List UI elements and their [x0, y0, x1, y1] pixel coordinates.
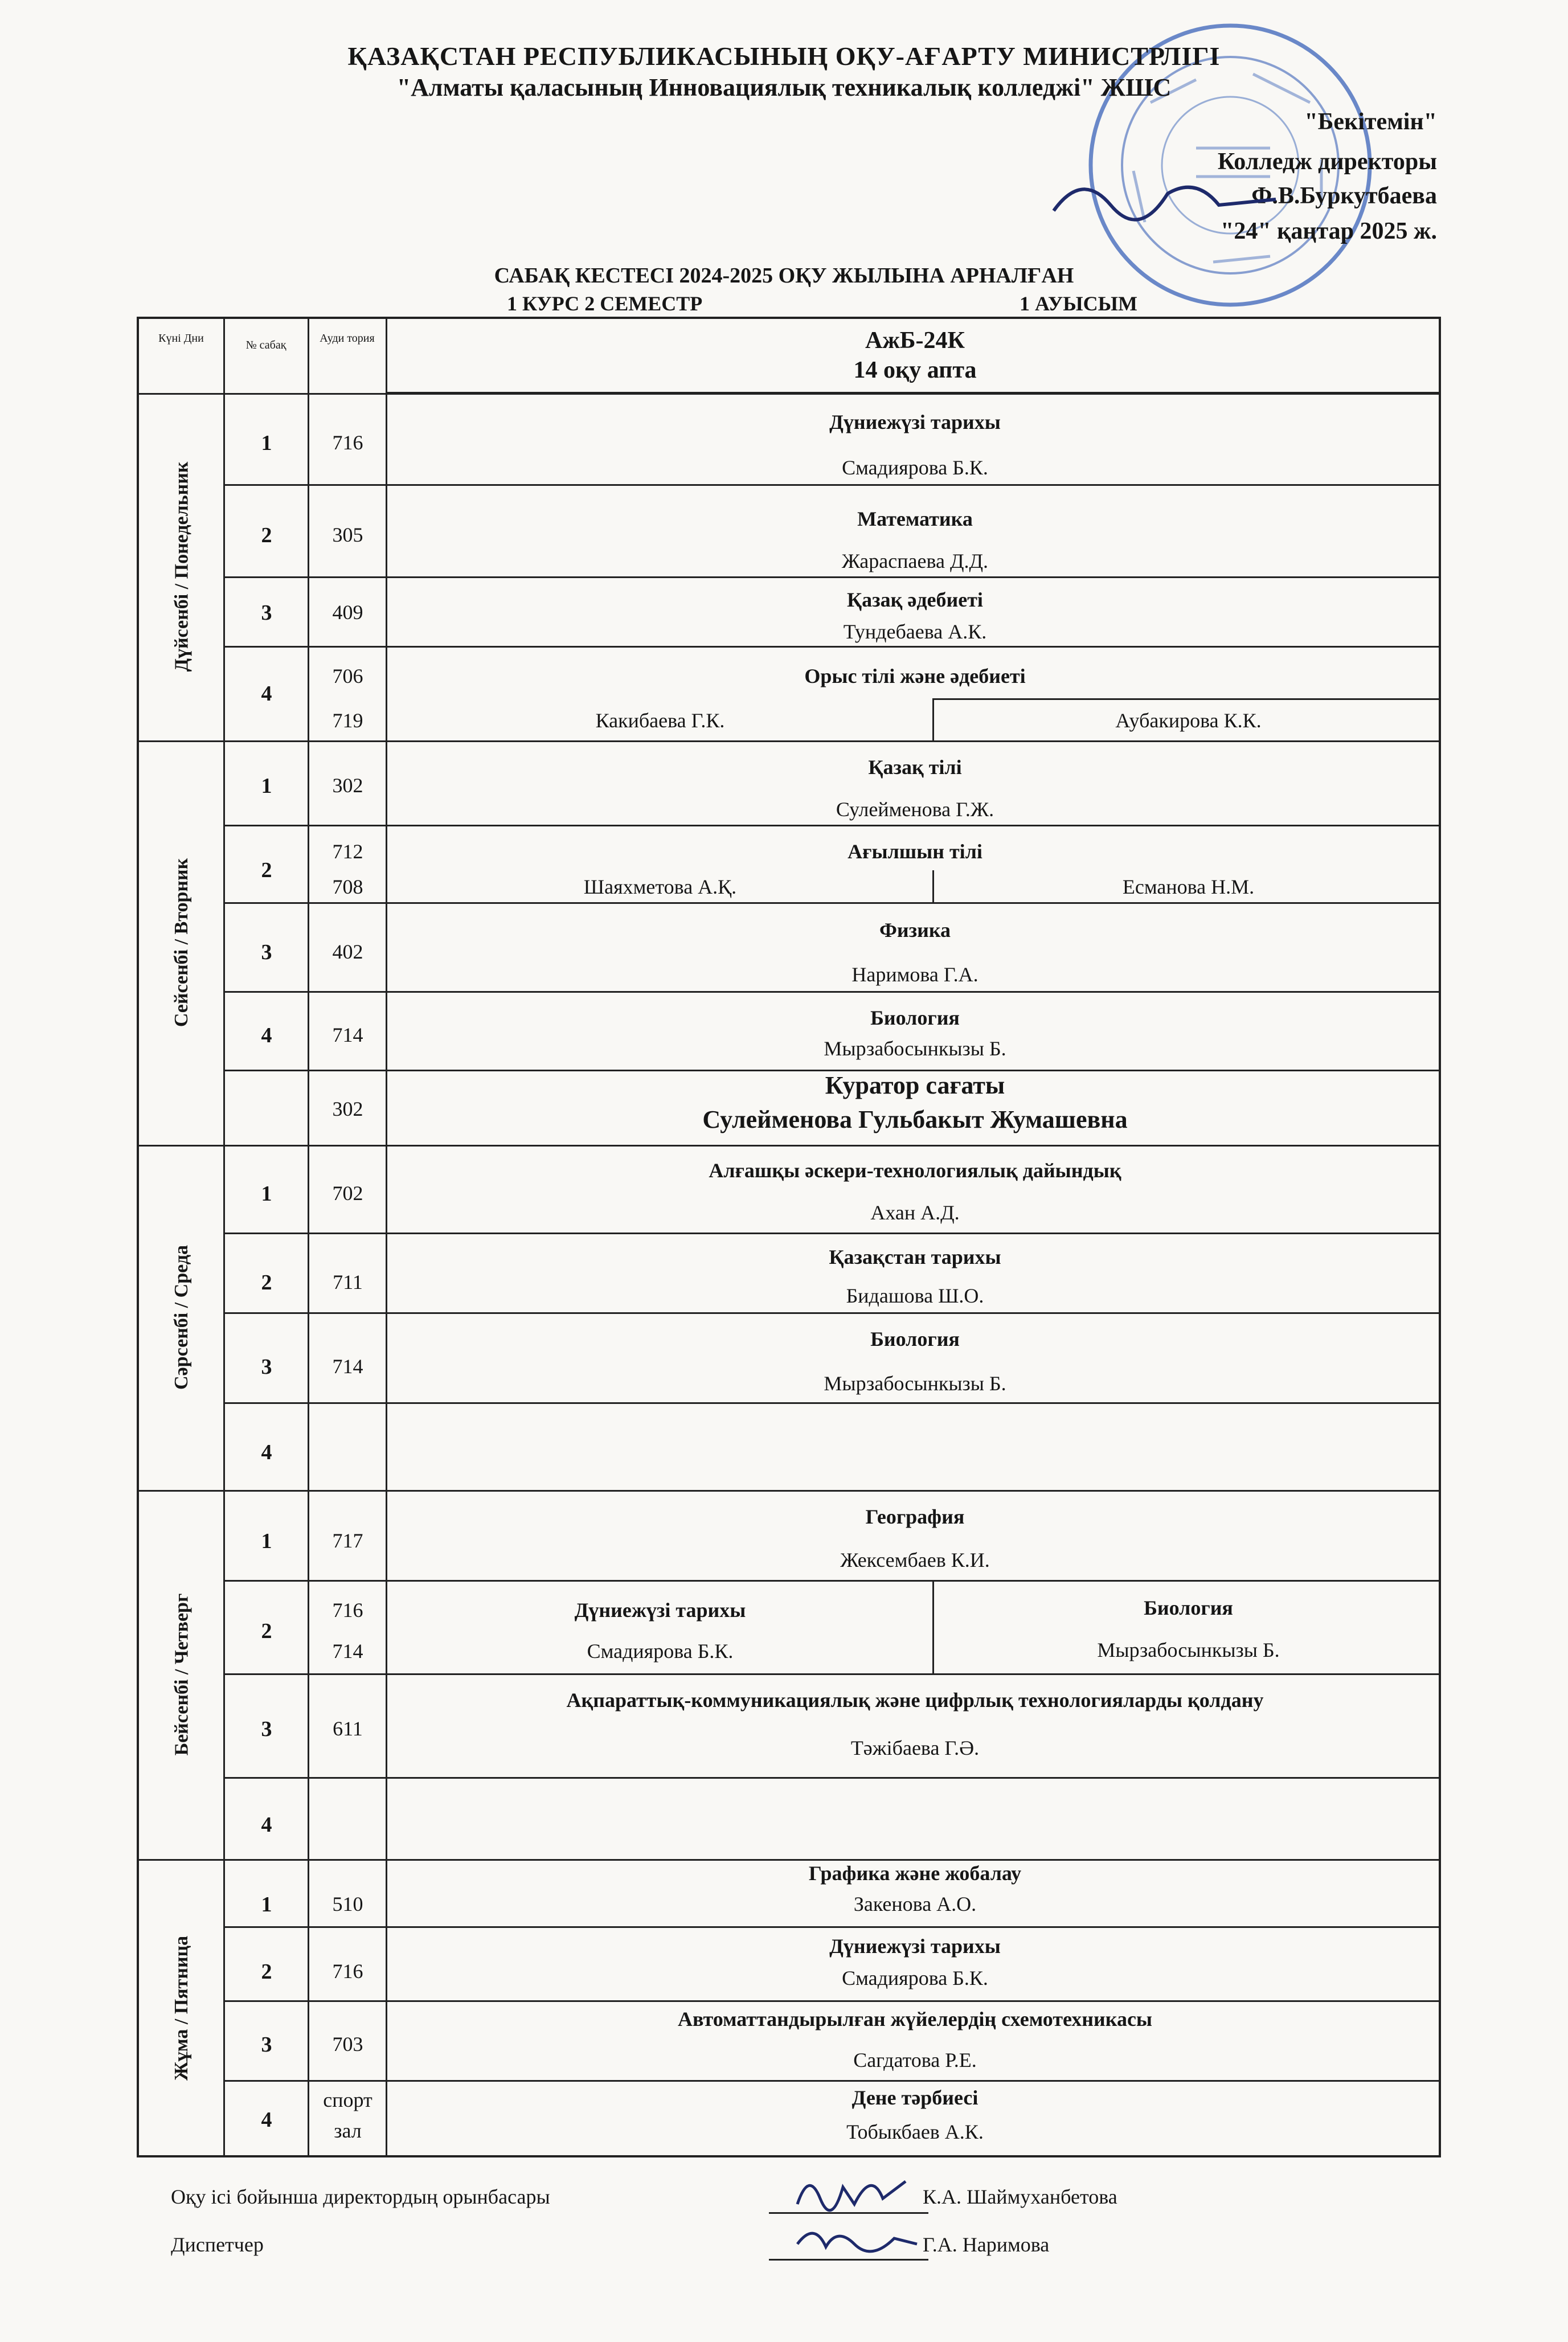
ministry-title: ҚАЗАҚСТАН РЕСПУБЛИКАСЫНЫҢ ОҚУ-АҒАРТУ МИНИСТРЛІГІ	[347, 42, 1221, 71]
day-monday: Дүйсенбі / Понедельник	[171, 461, 193, 672]
director-signature	[1048, 165, 1287, 228]
subject: Дүниежүзі тарихы	[829, 1935, 1001, 1958]
room-number: 302	[332, 1098, 363, 1120]
subject: Орыс тілі және әдебиеті	[804, 665, 1026, 687]
lesson-number: 2	[261, 1271, 272, 1295]
teacher: Жексембаев К.И.	[840, 1549, 990, 1571]
subject: Биология	[870, 1006, 960, 1029]
lesson-number: 1	[261, 1893, 272, 1917]
schedule-title: САБАҚ КЕСТЕСІ 2024-2025 ОҚУ ЖЫЛЫНА АРНАЛҒАН	[494, 264, 1074, 288]
day-thursday: Бейсенбі / Четверг	[171, 1593, 193, 1756]
teacher: Ахан А.Д.	[870, 1201, 960, 1224]
teacher: Бидашова Ш.О.	[846, 1284, 984, 1307]
room-number: 712	[332, 840, 363, 863]
teacher: Сулейменова Г.Ж.	[836, 798, 994, 821]
room-number: 402	[332, 940, 363, 963]
room-number: 714	[332, 1355, 363, 1378]
shift-label: 1 АУЫСЫМ	[1020, 292, 1137, 315]
approve-word: "Бекітемін"	[1304, 109, 1437, 135]
lesson-number: 3	[261, 1717, 272, 1741]
teacher: Наримова Г.А.	[851, 963, 979, 986]
lesson-number: 3	[261, 2033, 272, 2057]
room-number: 719	[332, 709, 363, 732]
deputy-role: Оқу ісі бойынша директордың орынбасары	[171, 2185, 550, 2208]
subject: Автоматтандырылған жүйелердің схемотехникасы	[677, 2008, 1153, 2030]
room-number: 708	[332, 875, 363, 898]
day-column-header: Күні Дни	[158, 332, 204, 345]
teacher: Тобыкбаев А.К.	[846, 2120, 984, 2143]
teacher: Шаяхметова А.Қ.	[583, 875, 737, 898]
group-name: АжБ-24К	[865, 327, 965, 354]
approve-role: Колледж директоры	[1217, 149, 1437, 175]
lesson-number: 3	[261, 601, 272, 625]
lesson-number: 4	[261, 1023, 272, 1047]
subject: Дене тәрбиесі	[851, 2086, 979, 2109]
teacher: Аубакирова К.К.	[1115, 709, 1262, 732]
room-column-header: Ауди тория	[320, 332, 375, 345]
teacher: Смадиярова Б.К.	[842, 456, 988, 479]
lesson-number: 4	[261, 1440, 272, 1464]
room-number: 702	[332, 1182, 363, 1205]
dispatcher-signature	[792, 2216, 928, 2261]
dispatcher-role: Диспетчер	[171, 2233, 264, 2256]
room-number: 706	[332, 665, 363, 687]
deputy-name: К.А. Шаймуханбетова	[923, 2185, 1117, 2208]
lesson-number: 1	[261, 431, 272, 455]
lesson-number: 2	[261, 858, 272, 882]
room-number: 711	[333, 1271, 363, 1293]
teacher: Смадиярова Б.К.	[842, 1967, 988, 1989]
room-number: 302	[332, 774, 363, 797]
day-tuesday: Сейсенбі / Вторник	[171, 858, 192, 1027]
lesson-number: 1	[261, 774, 272, 798]
teacher: Мырзабосынкызы Б.	[824, 1372, 1006, 1395]
lesson-number: 4	[261, 2108, 272, 2132]
teacher: Закенова А.О.	[853, 1893, 977, 1915]
subject: Ағылшын тілі	[848, 840, 982, 863]
room-number: 510	[332, 1893, 363, 1915]
approve-date: "24" қаңтар 2025 ж.	[1221, 218, 1437, 244]
subject: Дүниежүзі тарихы	[829, 411, 1001, 433]
day-friday: Жұма / Пятница	[171, 1935, 192, 2081]
subject: Физика	[879, 919, 951, 941]
teacher: Тәжібаева Г.Ә.	[850, 1737, 980, 1759]
lesson-number: 3	[261, 940, 272, 964]
college-name: "Алматы қаласының Инновациялық техникалық колледжі" ЖШС	[396, 73, 1172, 101]
lesson-number: 4	[261, 682, 272, 706]
lesson-number: 1	[261, 1529, 272, 1553]
lesson-number: 2	[261, 1960, 272, 1984]
lesson-number: 2	[261, 1619, 272, 1643]
day-wednesday: Сәрсенбі / Среда	[171, 1245, 192, 1390]
teacher: Сагдатова Р.Е.	[853, 2049, 977, 2071]
subject: Графика және жобалау	[808, 1862, 1022, 1885]
dispatcher-name: Г.А. Наримова	[923, 2233, 1050, 2256]
room-number: 611	[333, 1717, 363, 1740]
subject: Қазақ әдебиеті	[847, 588, 983, 611]
room-number: 716	[332, 1960, 363, 1983]
subject: Ақпараттық-коммуникациялық және цифрлық технологияларды қолдану	[566, 1689, 1264, 1712]
teacher: Жараспаева Д.Д.	[841, 550, 989, 572]
teacher: Смадиярова Б.К.	[587, 1640, 734, 1663]
schedule-table	[137, 317, 1441, 2157]
room-number: 717	[332, 1529, 363, 1552]
subject: Алғашқы әскери-технологиялық дайындық	[709, 1159, 1121, 1182]
approve-name: Ф.В.Буркутбаева	[1251, 183, 1437, 209]
lesson-number: 3	[261, 1355, 272, 1379]
room-number: 703	[332, 2033, 363, 2056]
room-number: 409	[332, 601, 363, 624]
room-number: 716	[332, 431, 363, 454]
room-number: 716	[332, 1599, 363, 1622]
subject: География	[865, 1505, 965, 1528]
room-number: 305	[332, 523, 363, 546]
subject: Қазақ тілі	[868, 756, 962, 779]
curator-name: Сулейменова Гульбакыт Жумашевна	[702, 1106, 1128, 1133]
lesson-number: 4	[261, 1813, 272, 1837]
subject: Биология	[870, 1328, 960, 1350]
teacher: Какибаева Г.К.	[595, 709, 725, 732]
teacher: Тундебаева А.К.	[843, 620, 987, 643]
subject: Биология	[1144, 1596, 1233, 1619]
subject: Қазақстан тарихы	[829, 1246, 1001, 1268]
lesson-column-header: № сабақ	[245, 339, 286, 351]
lesson-number: 1	[261, 1182, 272, 1206]
deputy-signature	[792, 2164, 928, 2216]
course-semester: 1 КУРС 2 СЕМЕСТР	[507, 292, 703, 315]
room-number: спорт зал	[323, 2089, 372, 2142]
room-number: 714	[332, 1640, 363, 1663]
week-label: 14 оқу апта	[853, 357, 977, 383]
lesson-number: 2	[261, 523, 272, 547]
teacher: Есманова Н.М.	[1122, 875, 1255, 898]
subject: Дүниежүзі тарихы	[574, 1599, 746, 1622]
subject: Математика	[857, 507, 973, 530]
room-number: 714	[332, 1023, 363, 1046]
teacher: Мырзабосынкызы Б.	[824, 1037, 1006, 1060]
curator-hour: Куратор сағаты	[825, 1071, 1005, 1099]
teacher: Мырзабосынкызы Б.	[1097, 1639, 1280, 1661]
